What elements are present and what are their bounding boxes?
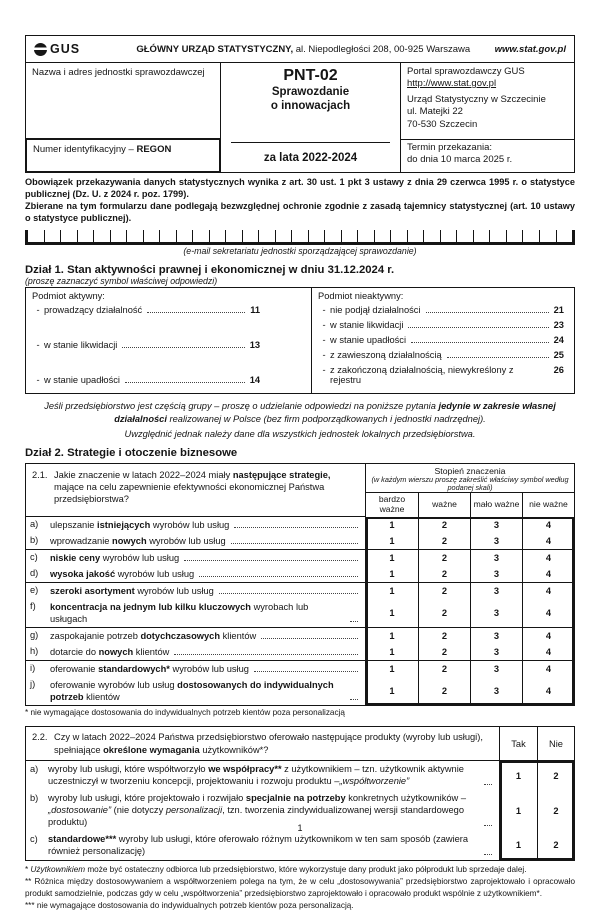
active-entity-column (26, 288, 312, 393)
scale-column-header: bardzo ważne (378, 494, 406, 514)
dotted-leader (254, 671, 358, 672)
scale-column-header: nie ważne (522, 493, 574, 517)
legal-status-option-21 (318, 303, 568, 318)
row-text (50, 630, 256, 642)
row-text (50, 585, 214, 597)
email-char-cell[interactable] (127, 230, 144, 242)
text-segment: szeroki asortyment (50, 585, 135, 596)
row-text (48, 764, 479, 788)
row-letter: f) (30, 600, 36, 611)
yesno-option-a-1[interactable]: 1 (515, 770, 522, 781)
yesno-option-b-1[interactable]: 1 (515, 805, 522, 816)
footnote-3 (25, 900, 575, 911)
text-segment: personalizacji (165, 805, 223, 816)
scale-option-b-4[interactable]: 4 (522, 533, 574, 550)
form-header-table (25, 62, 575, 173)
text-segment: użytkowników*? (199, 744, 269, 755)
legal-status-option-24 (318, 333, 568, 348)
email-char-cell[interactable] (325, 230, 342, 242)
strategy-row-a (26, 517, 366, 533)
legal-status-option-25 (318, 348, 568, 363)
gus-logo (34, 42, 112, 56)
yesno-column-header-nie: Nie (537, 727, 574, 761)
email-char-cell[interactable] (342, 230, 359, 242)
dash-bullet-icon: - (36, 340, 40, 351)
text-segment: mające na celu zapewnienie efektywności ekonomicznej Państwa przedsiębiorstwa? (54, 481, 325, 504)
text-segment: z użytkownikiem – tzn. użytkownik aktywnie uczestniczył w tworzeniu koncepcji, projektowaniu i rozwoju produktu – (48, 764, 464, 787)
text-segment: określone wymagania (103, 744, 200, 755)
scale-option-g-3[interactable]: 3 (470, 628, 522, 644)
question-2-1 (26, 464, 366, 517)
email-char-cell[interactable] (441, 230, 458, 242)
text-segment: wyrobów lub usług (100, 552, 180, 563)
text-segment: wyroby lub usługi, które oferowało różnym użytkownikom w ten sam sposób (zawiera również personalizację) (48, 833, 469, 856)
text-segment: *** nie wymagające dostosowania do indywidualnych potrzeb kientów poza personalizacją. (25, 901, 354, 911)
text-segment: nowych (112, 535, 147, 546)
text-segment: ** Różnica między dostosowywaniem a współtworzeniem polega na tym, że w celu „dostosowywania” przedsiębiorstwo zaprojektowało i opracowało produkt samodzielnie, podczas gdy w celu „współtworzenia” przedsiębiorstwo zaprojektowało i opracowało produkt wspólnie z użytkownikiem*. (25, 877, 575, 898)
row-text (50, 679, 345, 703)
dotted-leader (447, 357, 549, 358)
portal-url-link[interactable]: http://www.stat.gov.pl (407, 78, 497, 90)
dotted-leader (199, 576, 358, 577)
text-segment: we współpracy** (208, 764, 282, 775)
email-char-cell[interactable] (457, 230, 474, 242)
option-label: w stanie upadłości (330, 335, 407, 346)
text-segment: oferowanie (50, 664, 99, 675)
question-2-1-number: 2.1. (32, 469, 48, 480)
scale-option-d-2[interactable]: 2 (418, 566, 470, 583)
dash-bullet-icon: - (322, 305, 326, 316)
text-segment: klientów (220, 631, 257, 642)
row-letter: a) (30, 764, 39, 775)
email-char-cell[interactable] (94, 230, 111, 242)
option-label: w stanie likwidacji (330, 320, 404, 331)
text-segment: dostosowanych do indywidualnych potrzeb (50, 680, 334, 703)
email-char-cell[interactable] (540, 230, 557, 242)
email-char-cell[interactable] (276, 230, 293, 242)
scale-option-c-4[interactable]: 4 (522, 550, 574, 566)
text-segment: ulepszanie (50, 519, 98, 530)
dotted-leader (261, 638, 358, 639)
email-char-cell[interactable] (358, 230, 375, 242)
row-letter: b) (30, 793, 39, 804)
scale-option-i-4[interactable]: 4 (522, 661, 574, 677)
strategy-row-h (26, 644, 366, 661)
yesno-column-header-tak: Tak (500, 727, 537, 761)
question-2-1-text (54, 469, 359, 514)
gus-logo-text: GUS (50, 42, 81, 56)
scale-title: Stopień znaczenia (434, 465, 506, 476)
row-letter: c) (30, 833, 38, 844)
text-segment: wyrobów lub usług (150, 519, 230, 530)
footnote-2-1: * nie wymagające dostosowania do indywidualnych potrzeb kientów poza personalizacją (25, 708, 345, 718)
row-letter: h) (30, 646, 39, 657)
email-char-cell[interactable] (28, 230, 45, 242)
gus-header-bar (25, 35, 575, 62)
text-segment: następujące strategie, (232, 469, 331, 480)
row-text (50, 601, 345, 625)
email-char-cell[interactable] (490, 230, 507, 242)
strategy-row-c (26, 550, 366, 566)
row-letter: i) (30, 663, 36, 674)
scale-option-c-2[interactable]: 2 (418, 550, 470, 566)
text-segment: „współtworzenie” (339, 776, 410, 787)
email-input[interactable] (25, 230, 575, 245)
dotted-leader (147, 312, 245, 313)
option-code-24[interactable]: 24 (553, 335, 564, 346)
org-name: GŁÓWNY URZĄD STATYSTYCZNY, (136, 43, 294, 55)
section2-title: Dział 2. Strategie i otoczenie biznesowe (25, 446, 238, 459)
dash-bullet-icon: - (322, 350, 326, 361)
dotted-leader (426, 312, 549, 313)
scale-option-h-2[interactable]: 2 (418, 644, 470, 661)
regon-label: Numer identyfikacyjny – (33, 144, 137, 155)
form-title-line2: o innowacjach (270, 100, 351, 113)
active-entity-options (32, 303, 305, 388)
question-2-1-table (25, 463, 575, 707)
email-char-cell[interactable] (193, 230, 210, 242)
text-segment: specjalnie na potrzeby (245, 793, 346, 804)
text-segment: oferowanie wyrobów lub usług (50, 680, 178, 691)
text-segment: wyrobach lub usługach (50, 601, 309, 624)
scale-option-f-2[interactable]: 2 (418, 599, 470, 628)
dotted-leader (174, 654, 358, 655)
gus-website-link[interactable]: www.stat.gov.pl (494, 43, 566, 55)
portal-label: Portal sprawozdawczy GUS (407, 66, 525, 77)
text-segment: wyrobów lub usług (146, 535, 226, 546)
active-entity-label: Podmiot aktywny: (32, 290, 105, 301)
office-line-2: ul. Matejki 22 (407, 106, 463, 118)
scale-option-g-2[interactable]: 2 (418, 628, 470, 644)
section1-hint: (proszę zaznaczyć symbol właściwej odpowiedzi) (25, 275, 218, 286)
text-segment: Czy w latach 2022–2024 Państwa przedsiębiorstwo oferowało następujące produkty (wyroby lub usługi), spełniające (54, 732, 483, 755)
email-char-cell[interactable] (111, 230, 128, 242)
row-text (50, 519, 229, 531)
scale-option-j-1[interactable]: 1 (389, 686, 395, 697)
dash-bullet-icon: - (36, 305, 40, 316)
email-char-cell[interactable] (523, 230, 540, 242)
email-char-cell[interactable] (144, 230, 161, 242)
text-segment: * (25, 864, 31, 874)
text-segment: , tzn. tworzenia zindywidualizowanej wersji standardowego produktu) (48, 805, 464, 827)
scale-option-h-3[interactable]: 3 (470, 644, 522, 661)
option-code-25[interactable]: 25 (553, 350, 564, 361)
dotted-leader (411, 342, 549, 343)
text-segment: klientów (133, 647, 170, 658)
text-segment: dotychczasowych (140, 631, 221, 642)
dotted-leader (125, 382, 245, 383)
option-code-14[interactable]: 14 (249, 375, 261, 386)
scale-option-b-1[interactable]: 1 (366, 533, 418, 550)
dotted-leader (350, 621, 358, 622)
email-char-cell[interactable] (160, 230, 177, 242)
unit-name-address-field[interactable]: Nazwa i adres jednostki sprawozdawczej (26, 63, 221, 139)
text-segment: (nie dotyczy (111, 805, 166, 816)
scale-option-a-2[interactable]: 2 (418, 517, 470, 533)
dotted-leader (122, 347, 244, 348)
dotted-leader (484, 854, 492, 855)
scale-option-f-3[interactable]: 3 (470, 599, 522, 628)
question-2-2-table (25, 726, 575, 860)
product-row-c (26, 831, 500, 860)
dotted-leader (219, 593, 358, 594)
question-2-2-number: 2.2. (32, 732, 48, 743)
text-segment: dotarcie do (50, 647, 99, 658)
scale-option-a-1[interactable]: 1 (389, 519, 395, 530)
scale-option-d-4[interactable]: 4 (522, 566, 574, 583)
row-letter: a) (30, 518, 39, 529)
email-char-cell[interactable] (45, 230, 62, 242)
text-segment: wyroby lub usługi, które współtworzyło (48, 764, 209, 775)
text-segment: realizowanej w Polsce (bez firm podporządkowanych i jednostki nadrzędnej). (166, 414, 486, 425)
row-text (50, 535, 226, 547)
email-char-cell[interactable] (424, 230, 441, 242)
form-title-line1: Sprawozdanie (271, 86, 350, 98)
row-letter: c) (30, 551, 38, 562)
dotted-leader (184, 560, 358, 561)
scale-option-j-3[interactable]: 3 (470, 677, 522, 705)
row-text (50, 663, 249, 675)
text-segment: klientów (83, 692, 120, 703)
email-char-cell[interactable] (375, 230, 392, 242)
text-segment: wysoka jakość (50, 568, 116, 579)
scale-option-a-4[interactable]: 4 (522, 517, 574, 533)
dotted-leader (350, 699, 358, 700)
scale-option-d-1[interactable]: 1 (366, 566, 418, 583)
email-char-cell[interactable] (226, 230, 243, 242)
email-char-cell[interactable] (391, 230, 408, 242)
org-address-line (112, 44, 495, 55)
option-label: z zakończoną działalnością, niewykreślony z rejestru (330, 365, 514, 386)
org-address: al. Niepodległości 208, 00-925 Warszawa (293, 43, 471, 55)
scale-option-j-4[interactable]: 4 (522, 677, 574, 705)
text-segment: standardowe*** (48, 833, 117, 844)
legal-status-option-11 (32, 303, 305, 318)
scale-option-b-2[interactable]: 2 (418, 533, 470, 550)
scale-option-e-2[interactable]: 2 (418, 583, 470, 599)
deadline-value: do dnia 10 marca 2025 r. (407, 154, 513, 166)
email-char-cell[interactable] (259, 230, 276, 242)
product-row-a (26, 761, 500, 790)
legal-status-option-26 (318, 363, 568, 388)
option-code-21[interactable]: 21 (553, 305, 564, 316)
row-letter: j) (30, 679, 36, 690)
dotted-leader (408, 327, 548, 328)
dash-bullet-icon: - (322, 365, 326, 376)
email-char-cell[interactable] (243, 230, 260, 242)
inactive-entity-label: Podmiot nieaktywny: (318, 290, 404, 301)
option-code-23[interactable]: 23 (553, 320, 564, 331)
text-segment: wyroby lub usługi, które projektowało i rozwijało (48, 793, 246, 804)
form-period: za lata 2022-2024 (263, 152, 358, 164)
scale-option-i-1[interactable]: 1 (389, 664, 395, 675)
email-char-cell[interactable] (177, 230, 194, 242)
scale-option-j-2[interactable]: 2 (418, 677, 470, 705)
scale-option-c-3[interactable]: 3 (470, 550, 522, 566)
scale-option-i-3[interactable]: 3 (470, 661, 522, 677)
scale-option-f-1[interactable]: 1 (366, 599, 418, 628)
option-label: nie podjął działalności (330, 305, 421, 316)
email-char-cell[interactable] (210, 230, 227, 242)
text-segment: jedynie w zakresie własnej działalności (114, 400, 556, 425)
scale-column-header: mało ważne (470, 493, 522, 517)
dash-bullet-icon: - (36, 375, 40, 386)
text-segment: może być ostateczny odbiorca lub przedsiębiorstwo, które wykorzystuje dany produkt jako półprodukt lub sprzedaje dalej. (85, 864, 527, 874)
scale-option-e-4[interactable]: 4 (522, 583, 574, 599)
email-caption: (e-mail sekretariatu jednostki sporządzającej sprawozdanie) (183, 245, 417, 256)
scale-option-e-3[interactable]: 3 (470, 583, 522, 599)
row-text (50, 646, 169, 658)
legal-confidentiality-text: Zbierane na tym formularzu dane podlegają bezwzględnej ochronie zgodnie z zasadą tajemnicy statystycznej (art. 10 ustawy o statystyce publicznej). (25, 201, 575, 224)
text-segment: „dostosowanie” (48, 805, 112, 816)
strategy-row-e (26, 583, 366, 599)
email-char-cell[interactable] (557, 230, 573, 242)
option-label: z zawieszoną działalnością (330, 350, 442, 361)
text-segment: wprowadzanie (50, 535, 113, 546)
text-segment: Jeśli przedsiębiorstwo jest częścią grupy – proszę o udzielanie odpowiedzi na poniższe pytania (44, 400, 439, 411)
row-letter: b) (30, 534, 39, 545)
group-scope-note (25, 400, 575, 427)
legal-status-option-14 (32, 373, 305, 388)
email-char-cell[interactable] (61, 230, 78, 242)
row-letter: d) (30, 567, 39, 578)
scale-option-b-3[interactable]: 3 (470, 533, 522, 550)
deadline-label: Termin przekazania: (407, 142, 493, 153)
text-segment: standardowych* (98, 664, 170, 675)
text-segment: konkretnych użytkowników – (345, 793, 467, 804)
inactive-entity-options (318, 303, 568, 388)
yesno-option-b-2[interactable]: 2 (537, 790, 574, 831)
dotted-leader (231, 543, 358, 544)
footnote-1 (25, 864, 575, 875)
scale-option-h-1[interactable]: 1 (366, 644, 418, 661)
footnote-2 (25, 876, 575, 899)
option-code-13[interactable]: 13 (249, 340, 261, 351)
inactive-entity-column (312, 288, 574, 393)
text-segment: Jakie znaczenie w latach 2022–2024 miały (54, 469, 233, 480)
scale-header (366, 464, 574, 493)
scale-option-a-3[interactable]: 3 (470, 517, 522, 533)
email-char-cell[interactable] (309, 230, 326, 242)
legal-status-option-23 (318, 318, 568, 333)
text-segment: wyrobów lub usług (134, 585, 214, 596)
yesno-option-c-2[interactable]: 2 (537, 831, 574, 860)
scale-option-d-3[interactable]: 3 (470, 566, 522, 583)
dash-bullet-icon: - (322, 320, 326, 331)
text-segment: wyrobów lub usług (169, 664, 249, 675)
scale-option-g-4[interactable]: 4 (522, 628, 574, 644)
local-units-note: Uwzględnić jednak należy dane dla wszystkich jednostek lokalnych przedsiębiorstwa. (124, 428, 476, 439)
row-letter: e) (30, 584, 39, 595)
portal-info (401, 63, 574, 139)
legal-obligation-text: Obowiązek przekazywania danych statystycznych wynika z art. 30 ust. 1 pkt 3 ustawy z dnia 29 czerwca 1995 r. o statystyce publicznej (Dz. U. z 2024 r. poz. 1799). (25, 177, 575, 200)
regon-label-bold: REGON (136, 144, 172, 155)
email-char-cell[interactable] (292, 230, 309, 242)
text-segment: istniejących (97, 519, 151, 530)
row-text (50, 568, 194, 580)
office-line-1: Urząd Statystyczny w Szczecinie (407, 94, 546, 106)
footnotes-2-2 (25, 864, 575, 912)
row-text (50, 552, 179, 564)
form-code: PNT-02 (283, 67, 338, 84)
email-char-cell[interactable] (78, 230, 95, 242)
scale-option-g-1[interactable]: 1 (389, 631, 395, 642)
text-segment: nowych (98, 647, 134, 658)
yesno-option-c-1[interactable]: 1 (515, 840, 522, 851)
text-segment: wyrobów lub usług (115, 568, 195, 579)
dotted-leader (484, 784, 492, 785)
scale-option-e-1[interactable]: 1 (389, 585, 395, 596)
page-number: 1 (297, 823, 303, 833)
dotted-leader (234, 527, 358, 528)
legal-status-box (25, 287, 575, 394)
office-line-3: 70-530 Szczecin (407, 118, 478, 130)
yesno-option-a-2[interactable]: 2 (537, 761, 574, 790)
form-identity (221, 63, 401, 172)
option-code-26[interactable]: 26 (553, 365, 564, 376)
question-2-2 (26, 727, 500, 761)
email-char-cell[interactable] (474, 230, 491, 242)
option-label: w stanie likwidacji (44, 340, 118, 351)
row-text (48, 834, 479, 858)
scale-column-header: ważne (418, 493, 470, 517)
option-label: prowadzący działalność (44, 305, 143, 316)
scale-option-h-4[interactable]: 4 (522, 644, 574, 661)
regon-field[interactable] (25, 138, 221, 173)
deadline-info (401, 139, 574, 172)
text-segment: Użytkownikiem (30, 864, 86, 874)
scale-option-i-2[interactable]: 2 (418, 661, 470, 677)
gus-logo-icon (34, 43, 47, 56)
option-code-11[interactable]: 11 (250, 305, 261, 316)
option-label: w stanie upadłości (44, 375, 120, 386)
legal-status-option-13 (32, 338, 305, 353)
scale-option-f-4[interactable]: 4 (522, 599, 574, 628)
row-letter: g) (30, 630, 39, 641)
strategy-row-i (26, 661, 366, 677)
scale-hint: (w każdym wierszu proszę zakreślić właściwy symbol według podanej skali) (371, 474, 569, 492)
text-segment: koncentracja na jednym lub kilku kluczowych (50, 601, 251, 612)
section1-title: Dział 1. Stan aktywności prawnej i ekonomicznej w dniu 31.12.2024 r. (25, 263, 395, 276)
dash-bullet-icon: - (322, 335, 326, 346)
strategy-row-b (26, 533, 366, 550)
email-char-cell[interactable] (507, 230, 524, 242)
strategy-row-f (26, 599, 366, 628)
strategy-row-g (26, 628, 366, 644)
strategy-row-d (26, 566, 366, 583)
strategy-row-j (26, 677, 366, 705)
email-char-cell[interactable] (408, 230, 425, 242)
question-2-2-text (54, 731, 493, 758)
text-segment: niskie ceny (50, 552, 101, 563)
scale-option-c-1[interactable]: 1 (389, 552, 395, 563)
text-segment: zaspokajanie potrzeb (50, 631, 141, 642)
